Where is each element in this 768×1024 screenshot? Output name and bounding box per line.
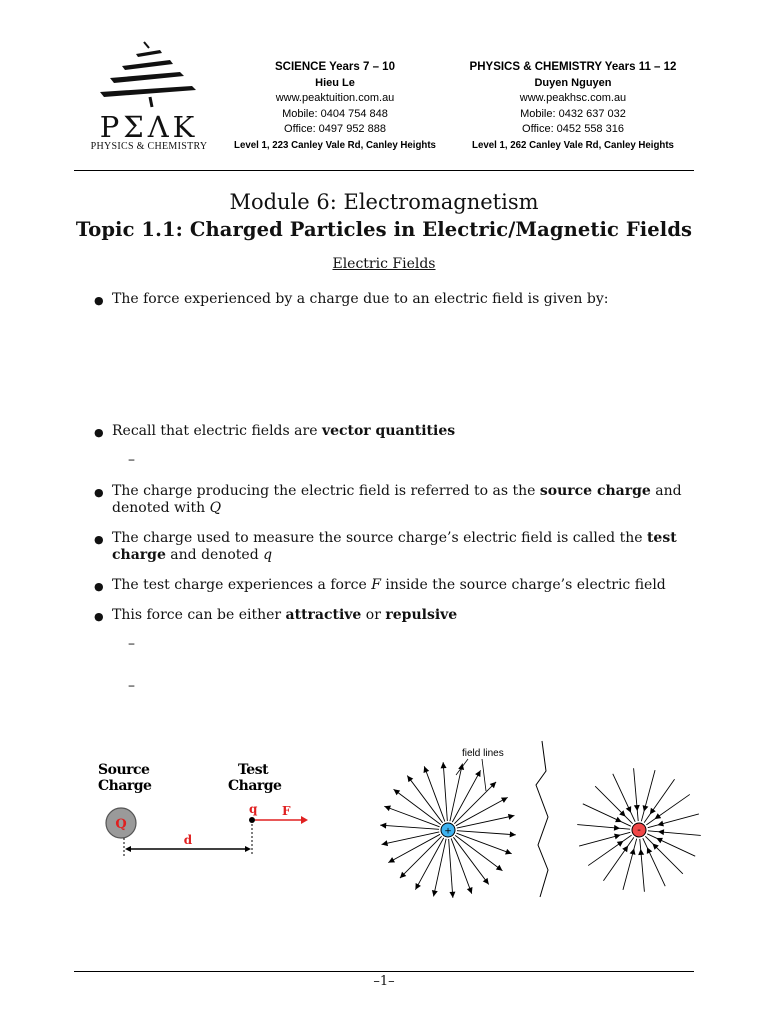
bullet-text: The test charge experiences a force bbox=[112, 577, 372, 593]
bullet-text: Recall that electric fields are bbox=[112, 423, 322, 439]
contact-address: Level 1, 223 Canley Vale Rd, Canley Heights bbox=[234, 139, 436, 151]
contact-title: PHYSICS & CHEMISTRY Years 11 – 12 bbox=[469, 61, 677, 73]
field-arrow-head bbox=[483, 878, 489, 885]
field-arrow-head bbox=[458, 764, 464, 771]
field-arrow-head bbox=[496, 865, 503, 871]
source-charge-symbol: Q bbox=[115, 817, 127, 832]
sub-bullet-dash: – bbox=[128, 678, 135, 694]
field-line bbox=[449, 839, 453, 898]
test-charge-symbol: q bbox=[249, 802, 258, 816]
field-line bbox=[454, 782, 496, 824]
source-charge-label-2: Charge bbox=[98, 778, 152, 794]
page-header bbox=[88, 40, 680, 158]
source-test-charge-figure bbox=[92, 752, 332, 872]
bullet-test-charge bbox=[112, 530, 696, 564]
field-line bbox=[384, 806, 439, 827]
field-line bbox=[648, 814, 699, 828]
contact-address: Level 1, 262 Canley Vale Rd, Canley Heights bbox=[472, 139, 674, 151]
contact-website[interactable]: www.peaktuition.com.au bbox=[275, 92, 395, 105]
bold-term: attractive bbox=[285, 607, 362, 623]
field-arrow-head bbox=[658, 829, 664, 835]
label-pointer bbox=[482, 759, 486, 791]
distance-arrow-right bbox=[245, 846, 251, 852]
contact-mobile: Mobile: 0404 754 848 bbox=[282, 107, 388, 120]
break-line bbox=[536, 741, 548, 897]
field-line bbox=[407, 776, 442, 823]
bullet-text: or bbox=[361, 607, 386, 623]
field-line bbox=[457, 816, 515, 829]
contact-office: Office: 0452 558 316 bbox=[522, 123, 624, 136]
field-arrow-head bbox=[380, 823, 386, 829]
test-charge-label-1: Test bbox=[238, 762, 269, 778]
contact-name: Duyen Nguyen bbox=[534, 76, 612, 89]
distance-symbol: d bbox=[183, 833, 193, 847]
field-line bbox=[453, 837, 488, 884]
footer-divider bbox=[74, 971, 694, 972]
math-variable: Q bbox=[209, 500, 222, 516]
positive-charge-symbol: + bbox=[444, 826, 452, 837]
field-line bbox=[456, 833, 511, 854]
bullet-icon: ● bbox=[94, 486, 104, 499]
contact-title: SCIENCE Years 7 – 10 bbox=[275, 61, 395, 73]
bullet-force-formula bbox=[112, 291, 696, 308]
field-line bbox=[648, 831, 701, 836]
sub-bullet-dash: – bbox=[128, 636, 135, 652]
topic-title: Topic 1.1: Charged Particles in Electric/Magnetic Fields bbox=[75, 218, 693, 241]
bold-term: source charge bbox=[539, 483, 651, 499]
bullet-source-charge bbox=[112, 483, 696, 517]
field-arrow-head bbox=[510, 831, 516, 837]
field-line bbox=[450, 764, 463, 822]
distance-arrow-left bbox=[125, 846, 131, 852]
field-arrow-head bbox=[449, 892, 455, 898]
bullet-text: The charge used to measure the source charge’s electric field is called the bbox=[112, 530, 647, 546]
contact-mobile: Mobile: 0432 637 032 bbox=[520, 107, 626, 120]
bullet-text: and denoted with bbox=[112, 483, 682, 516]
field-arrow-head bbox=[508, 814, 515, 820]
bullet-text: This force can be either bbox=[112, 607, 286, 623]
test-charge-label-2: Charge bbox=[228, 778, 282, 794]
field-line bbox=[634, 768, 639, 821]
field-line bbox=[443, 762, 447, 821]
field-arrow-head bbox=[634, 805, 640, 811]
field-arrow-head bbox=[638, 849, 644, 855]
field-arrow-head bbox=[657, 821, 664, 827]
label-pointer bbox=[456, 759, 468, 775]
bullet-text: and denoted bbox=[165, 547, 264, 563]
bullet-test-force bbox=[112, 577, 696, 594]
header-divider bbox=[74, 170, 694, 171]
page-number: –1– bbox=[373, 974, 395, 989]
contact-name: Hieu Le bbox=[315, 76, 355, 89]
bold-term: repulsive bbox=[385, 607, 458, 623]
field-line bbox=[577, 825, 630, 830]
field-lines-figure bbox=[372, 735, 712, 910]
section-heading: Electric Fields bbox=[332, 256, 436, 272]
field-arrow-head bbox=[630, 848, 636, 855]
field-arrow-head bbox=[614, 825, 620, 831]
sub-bullet-dash: – bbox=[128, 452, 135, 468]
field-line bbox=[457, 831, 516, 835]
field-line bbox=[400, 836, 442, 878]
bullet-icon: ● bbox=[94, 533, 104, 546]
field-lines-label: field lines bbox=[462, 748, 504, 759]
force-arrow-head bbox=[301, 816, 308, 824]
field-line bbox=[641, 770, 655, 821]
field-line bbox=[382, 832, 440, 845]
contact-science bbox=[230, 60, 440, 154]
field-line bbox=[424, 766, 445, 821]
math-variable: F bbox=[371, 577, 381, 593]
source-charge-label-1: Source bbox=[98, 762, 150, 778]
field-line bbox=[451, 838, 472, 893]
math-variable: q bbox=[263, 547, 273, 563]
field-arrow-head bbox=[441, 762, 447, 768]
field-arrow-head bbox=[643, 805, 649, 812]
field-line bbox=[455, 835, 502, 870]
bullet-icon: ● bbox=[94, 610, 104, 623]
module-title: Module 6: Electromagnetism bbox=[229, 190, 539, 214]
logo-title: PΣΛK bbox=[99, 110, 199, 144]
bullet-text: The force experienced by a charge due to an electric field is given by: bbox=[112, 291, 609, 307]
bullet-vector-quantities bbox=[112, 423, 696, 440]
force-symbol: F bbox=[282, 804, 291, 818]
field-arrow-head bbox=[650, 808, 656, 815]
field-arrow-head bbox=[407, 776, 413, 783]
bullet-icon: ● bbox=[94, 580, 104, 593]
contact-physics-chemistry bbox=[468, 60, 678, 154]
field-arrow-head bbox=[622, 846, 628, 853]
logo-subtitle: PHYSICS & CHEMISTRY bbox=[90, 141, 208, 152]
field-line bbox=[640, 839, 645, 892]
bullet-text: The charge producing the electric field is referred to as the bbox=[112, 483, 540, 499]
field-arrow-head bbox=[655, 813, 662, 819]
field-line bbox=[623, 839, 637, 890]
field-line bbox=[380, 825, 439, 829]
negative-charge-symbol: - bbox=[637, 825, 641, 836]
bullet-attractive-repulsive bbox=[112, 607, 696, 624]
field-line bbox=[434, 839, 447, 897]
field-arrow-head bbox=[617, 841, 624, 847]
contact-website[interactable]: www.peakhsc.com.au bbox=[519, 92, 627, 105]
bullet-icon: ● bbox=[94, 426, 104, 439]
field-line bbox=[394, 789, 441, 824]
test-charge-dot bbox=[249, 817, 255, 823]
field-arrow-head bbox=[382, 840, 389, 846]
bullet-text: inside the source charge’s electric field bbox=[380, 577, 666, 593]
contact-office: Office: 0497 952 888 bbox=[284, 123, 386, 136]
bullet-icon: ● bbox=[94, 294, 104, 307]
field-arrow-head bbox=[394, 789, 401, 795]
bold-term: vector quantities bbox=[321, 423, 456, 439]
field-arrow-head bbox=[432, 890, 438, 897]
field-arrow-head bbox=[614, 834, 621, 840]
field-line bbox=[579, 832, 630, 846]
bold-term: test charge bbox=[112, 530, 677, 563]
